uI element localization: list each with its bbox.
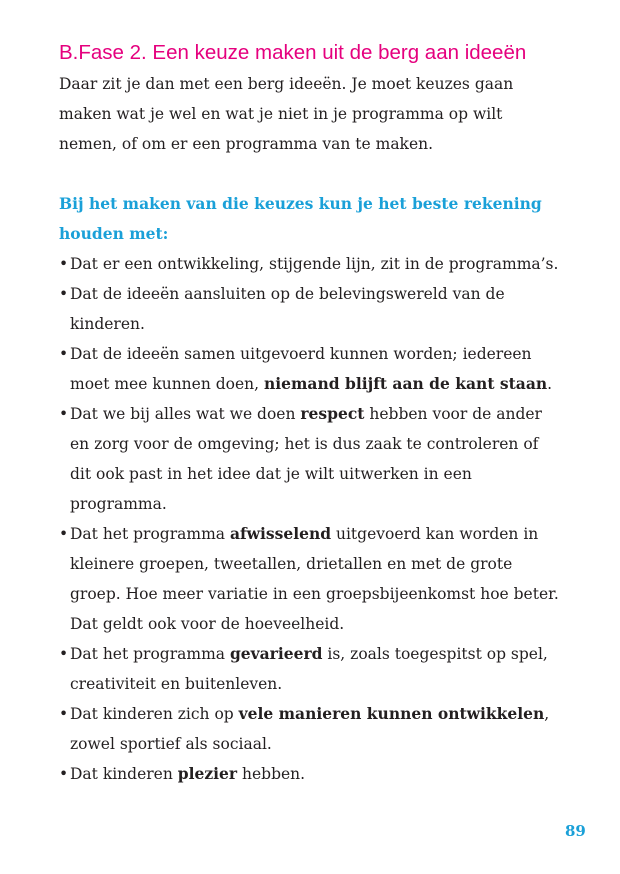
- criteria-text: Dat de ideeën samen uitgevoerd kunnen worden; iedereen moet mee kunnen doen,: [70, 345, 532, 393]
- criteria-list: [59, 249, 559, 789]
- criteria-text: hebben voor de ander en zorg voor de omgeving; het is dus zaak te controleren of dit ook past in het idee dat je wilt uitwerken in een programma.: [70, 405, 542, 513]
- criteria-emphasis: niemand blijft aan de kant staan: [264, 374, 548, 393]
- criteria-lead: Bij het maken van die keuzes kun je het beste rekening houden met:: [59, 194, 542, 243]
- criteria-text: , zowel sportief als sociaal.: [70, 705, 550, 753]
- criteria-text: Dat het programma: [70, 645, 230, 663]
- criteria-text: Dat kinderen: [70, 765, 178, 783]
- criteria-emphasis: afwisselend: [229, 524, 332, 543]
- bullet: •: [59, 525, 69, 543]
- bullet: •: [59, 705, 69, 723]
- bullet: •: [59, 345, 69, 363]
- criteria-emphasis: plezier: [177, 764, 238, 783]
- criteria-text: Dat we bij alles wat we doen: [70, 405, 301, 423]
- criteria-item: [59, 759, 559, 789]
- criteria-text: uitgevoerd kan worden in kleinere groepen, tweetallen, drietallen en met de grote groep. Hoe meer variatie in een groepsbijeenkomst hoe beter. Dat geldt ook voor de hoeveelheid.: [70, 525, 559, 633]
- criteria-text: hebben.: [237, 765, 306, 783]
- criteria-item: [59, 249, 559, 279]
- bullet: •: [59, 255, 69, 273]
- criteria-item: [59, 399, 559, 519]
- criteria-item: [59, 639, 559, 699]
- criteria-item: [59, 279, 559, 339]
- bullet: •: [59, 765, 69, 783]
- page-number: 89: [565, 822, 586, 840]
- bullet: •: [59, 645, 69, 663]
- bullet: •: [59, 405, 69, 423]
- criteria-item: [59, 699, 559, 759]
- intro-paragraph: Daar zit je dan met een berg ideeën. Je moet keuzes gaan maken wat je wel en wat je niet in je programma op wilt nemen, of om er een programma van te maken.: [59, 75, 514, 153]
- bullet: •: [59, 285, 69, 303]
- criteria-emphasis: gevarieerd: [229, 644, 323, 663]
- criteria-emphasis: respect: [300, 404, 365, 423]
- criteria-text: .: [547, 375, 553, 393]
- criteria-text: Dat kinderen zich op: [70, 705, 239, 723]
- criteria-text: Dat de ideeën aansluiten op de belevingswereld van de kinderen.: [70, 285, 505, 333]
- criteria-emphasis: vele manieren kunnen ontwikkelen: [238, 704, 545, 723]
- page-title: B.Fase 2. Een keuze maken uit de berg aan ideeën: [59, 41, 527, 64]
- criteria-item: [59, 519, 559, 639]
- criteria-item: [59, 339, 559, 399]
- criteria-text: is, zoals toegespitst op spel, creativiteit en buitenleven.: [70, 645, 548, 693]
- criteria-text: Dat er een ontwikkeling, stijgende lijn, zit in de programma’s.: [70, 255, 559, 273]
- criteria-text: Dat het programma: [70, 525, 230, 543]
